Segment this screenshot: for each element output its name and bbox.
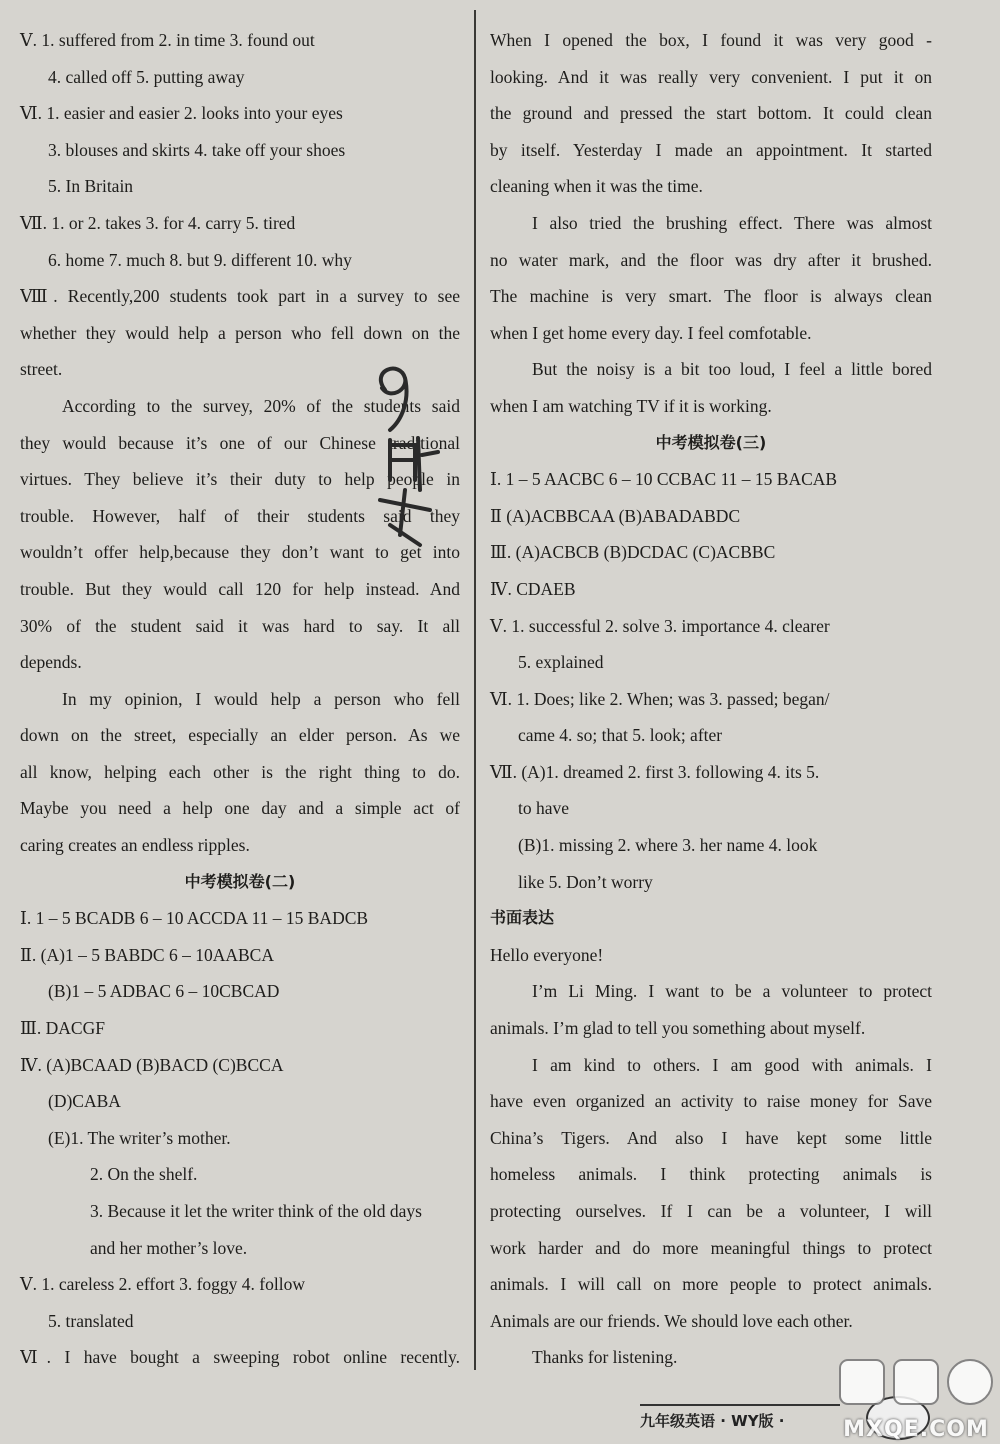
footer-label: 九年级英语 · WY版 · <box>640 1412 785 1430</box>
left-line: 2. On the shelf. <box>90 1164 198 1185</box>
right-line: (B)1. missing 2. where 3. her name 4. look <box>518 835 818 856</box>
right-line: 5. explained <box>518 652 604 673</box>
right-line: But the noisy is a bit too loud, I feel a little bored <box>532 359 932 380</box>
right-line: animals. I’m glad to tell you something about myself. <box>490 1018 866 1039</box>
left-line: 中考模拟卷(二) <box>184 871 296 891</box>
right-line: no water mark, and the floor was dry after it brushed. <box>490 249 932 270</box>
left-line: virtues. They believe it’s their duty to help people in <box>20 469 460 490</box>
right-line: by itself. Yesterday I made an appointment. It started <box>490 139 932 160</box>
right-line: like 5. Don’t worry <box>518 871 653 892</box>
right-line: Ⅶ. (A)1. dreamed 2. first 3. following 4. its 5. <box>490 761 820 782</box>
site-watermark <box>832 1352 1000 1444</box>
left-line: Ⅵ. 1. easier and easier 2. looks into your eyes <box>20 103 343 124</box>
right-line: when I am watching TV if it is working. <box>490 395 772 416</box>
left-line: they would because it’s one of our Chinese traditional <box>20 432 460 453</box>
left-line: According to the survey, 20% of the students said <box>62 395 460 416</box>
right-line: came 4. so; that 5. look; after <box>518 725 723 746</box>
left-line: depends. <box>20 652 82 673</box>
left-line: and her mother’s love. <box>90 1237 248 1258</box>
left-line: 3. Because it let the writer think of the old days <box>90 1201 422 1221</box>
right-line: I’m Li Ming. I want to be a volunteer to protect <box>532 981 932 1002</box>
right-column <box>490 22 932 1376</box>
page-footer <box>640 1404 840 1434</box>
right-line: Animals are our friends. We should love each other. <box>490 1310 853 1331</box>
left-line: Ⅱ. (A)1 – 5 BABDC 6 – 10AABCA <box>20 944 274 965</box>
left-line: 3. blouses and skirts 4. take off your shoes <box>48 139 346 160</box>
right-line: animals. I will call on more people to protect animals. <box>490 1274 932 1295</box>
watermark-logo-icon <box>832 1352 1000 1412</box>
right-line: Ⅰ. 1 – 5 AACBC 6 – 10 CCBAC 11 – 15 BACAB <box>490 469 838 490</box>
left-line: Ⅲ. DACGF <box>20 1018 105 1039</box>
right-line: Ⅳ. CDAEB <box>490 578 576 599</box>
right-line: When I opened the box, I found it was very good - <box>490 30 932 50</box>
left-line: Ⅶ. 1. or 2. takes 3. for 4. carry 5. tired <box>20 212 296 233</box>
left-line: 30% of the student said it was hard to say. It all <box>20 615 460 636</box>
left-line: Ⅰ. 1 – 5 BCADB 6 – 10 ACCDA 11 – 15 BADCB <box>20 908 369 929</box>
left-line: (D)CABA <box>48 1091 121 1112</box>
right-line: when I get home every day. I feel comfotable. <box>490 322 812 343</box>
left-line: street. <box>20 359 63 380</box>
left-line: Ⅵ. I have bought a sweeping robot online recently. <box>20 1347 460 1368</box>
right-line: Ⅴ. 1. successful 2. solve 3. importance 4. clearer <box>490 615 830 636</box>
right-line: homeless animals. I think protecting animals is <box>490 1164 932 1185</box>
left-line: down on the street, especially an elder person. As we <box>20 725 460 746</box>
right-line: I am kind to others. I am good with animals. I <box>532 1054 932 1075</box>
left-line: wouldn’t offer help,because they don’t want to get into <box>20 542 460 563</box>
handwritten-marks <box>360 360 450 550</box>
left-line: Ⅴ. 1. careless 2. effort 3. foggy 4. follow <box>20 1274 305 1295</box>
right-line: protecting ourselves. If I can be a volunteer, I will <box>490 1201 932 1221</box>
right-line: The machine is very smart. The floor is always clean <box>490 286 932 307</box>
right-line: the ground and pressed the start bottom. It could clean <box>490 103 932 124</box>
right-line: 中考模拟卷(三) <box>655 432 767 452</box>
right-line: China’s Tigers. And also I have kept some little <box>490 1127 932 1148</box>
left-line: caring creates an endless ripples. <box>20 835 250 856</box>
left-line: 4. called off 5. putting away <box>48 66 245 87</box>
left-line: Ⅴ. 1. suffered from 2. in time 3. found out <box>20 30 315 50</box>
right-line: Ⅱ (A)ACBBCAA (B)ABADABDC <box>490 505 741 526</box>
watermark-text: MXQE.COM <box>843 1417 989 1442</box>
left-line: Ⅳ. (A)BCAAD (B)BACD (C)BCCA <box>20 1054 284 1075</box>
right-line: to have <box>518 798 570 819</box>
right-line: Hello everyone! <box>490 944 604 965</box>
left-line: (B)1 – 5 ADBAC 6 – 10CBCAD <box>48 981 280 1002</box>
left-column <box>20 22 460 1376</box>
right-line: 书面表达 <box>490 908 555 928</box>
column-divider <box>474 10 476 1370</box>
right-line: I also tried the brushing effect. There was almost <box>532 212 932 233</box>
left-line: (E)1. The writer’s mother. <box>48 1127 231 1148</box>
right-line: Ⅵ. 1. Does; like 2. When; was 3. passed; began/ <box>490 688 830 709</box>
right-line: cleaning when it was the time. <box>490 176 703 197</box>
left-line: trouble. However, half of their students said they <box>20 505 460 526</box>
right-line: looking. And it was really very convenient. I put it on <box>490 66 932 87</box>
left-line: trouble. But they would call 120 for help instead. And <box>20 578 460 599</box>
left-line: 6. home 7. much 8. but 9. different 10. why <box>48 249 352 270</box>
left-line: whether they would help a person who fell down on the <box>20 322 460 343</box>
left-line: Ⅷ. Recently,200 students took part in a survey to see <box>20 286 460 307</box>
right-line: Ⅲ. (A)ACBCB (B)DCDAC (C)ACBBC <box>490 542 776 563</box>
right-line: work harder and do more meaningful things to protect <box>490 1237 932 1258</box>
left-line: 5. In Britain <box>48 176 134 197</box>
left-line: Maybe you need a help one day and a simple act of <box>20 798 460 819</box>
right-line: Thanks for listening. <box>532 1347 678 1368</box>
left-line: In my opinion, I would help a person who fell <box>62 688 460 709</box>
left-line: all know, helping each other is the right thing to do. <box>20 761 460 782</box>
right-line: have even organized an activity to raise money for Save <box>490 1091 932 1112</box>
left-line: 5. translated <box>48 1310 134 1331</box>
